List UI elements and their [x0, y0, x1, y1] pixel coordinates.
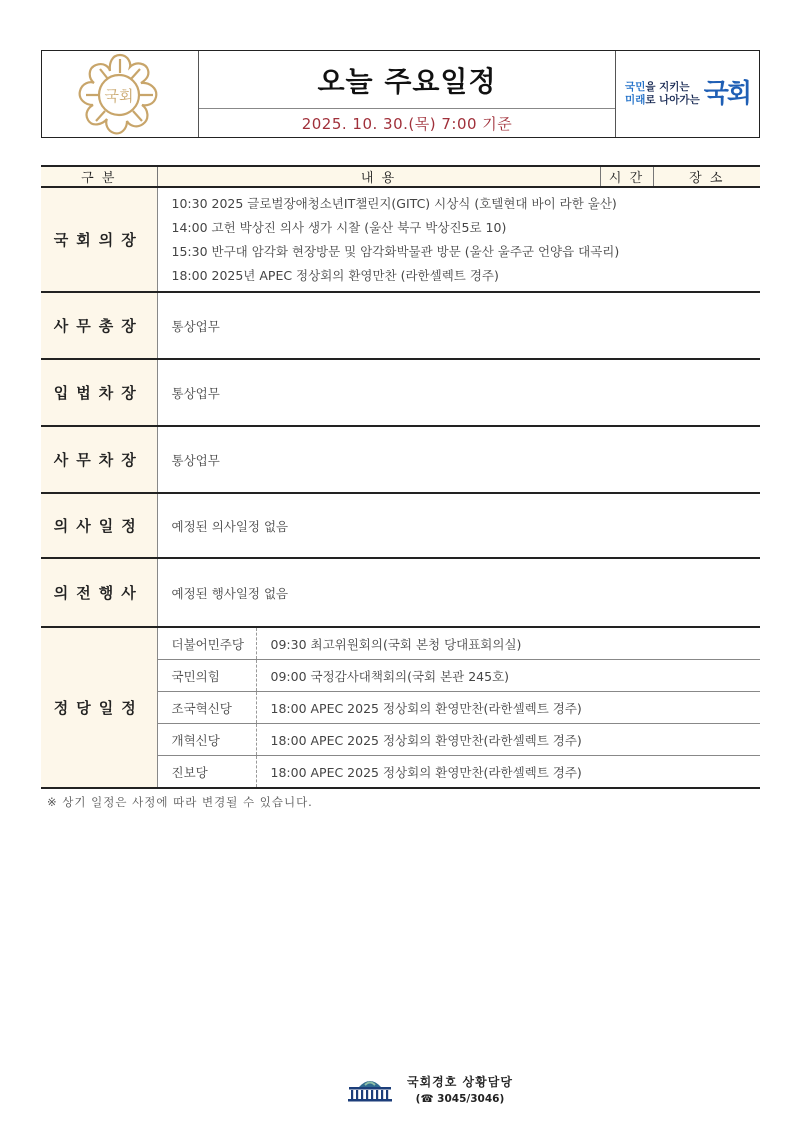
table-row [41, 493, 760, 558]
row-category: 사무차장 [41, 426, 157, 493]
document-header [41, 50, 760, 138]
slogan-text: 국민을 지키는 미래로 나아가는 [625, 81, 700, 106]
column-header-category: 구 분 [41, 166, 157, 187]
row-content: 예정된 의사일정 없음 [157, 493, 760, 558]
party-event: 09:30 최고위원회의(국회 본청 당대표회의실) [256, 627, 760, 660]
svg-text:국회: 국회 [104, 87, 134, 105]
footer [345, 1073, 513, 1105]
row-category: 사무총장 [41, 292, 157, 359]
table-row [41, 558, 760, 627]
assembly-slogan [616, 51, 759, 137]
table-row [41, 426, 760, 493]
party-name: 진보당 [157, 756, 256, 789]
party-row [41, 627, 760, 660]
party-name: 조국혁신당 [157, 692, 256, 724]
footer-department: 국회경호 상황담당 [407, 1075, 513, 1089]
slogan-logo-mark: 국회 [703, 79, 750, 109]
table-header-row [41, 166, 760, 187]
schedule-line: 14:00 고헌 박상진 의사 생가 시찰 (울산 북구 박상진5로 10) [171, 219, 507, 235]
row-category: 정당일정 [41, 627, 157, 788]
table-row [41, 359, 760, 426]
schedule-line: 15:30 반구대 암각화 현장방문 및 암각화박물관 방문 (울산 울주군 언양읍 대곡리) [171, 243, 620, 259]
footer-phone: (☎ 3045/3046) [415, 1093, 505, 1105]
party-name: 개혁신당 [157, 724, 256, 756]
table-row [41, 292, 760, 359]
party-event: 18:00 APEC 2025 정상회의 환영만찬(라한셀렉트 경주) [256, 724, 760, 756]
assembly-building-icon [345, 1075, 395, 1103]
party-name: 더불어민주당 [157, 627, 256, 660]
row-category: 입법차장 [41, 359, 157, 426]
schedule-line: 18:00 2025년 APEC 정상회의 환영만찬 (라한셀렉트 경주) [171, 267, 499, 283]
footnote: ※ 상기 일정은 사정에 따라 변경될 수 있습니다. [47, 795, 313, 809]
row-content: 통상업무 [157, 359, 760, 426]
row-content: 예정된 행사일정 없음 [157, 558, 760, 627]
row-content: 통상업무 [157, 292, 760, 359]
row-category: 국회의장 [41, 187, 157, 292]
table-row [41, 187, 760, 292]
party-event: 09:00 국정감사대책회의(국회 본관 245호) [256, 660, 760, 692]
party-event: 18:00 APEC 2025 정상회의 환영만찬(라한셀렉트 경주) [256, 692, 760, 724]
reference-date: 2025. 10. 30.(목) 7:00 기준 [301, 114, 513, 133]
assembly-emblem-icon [74, 51, 166, 137]
row-content: 통상업무 [157, 426, 760, 493]
column-header-content: 내 용 [157, 166, 600, 187]
schedule-line: 10:30 2025 글로벌장애청소년IT챌린지(GITC) 시상식 (호텔현대 바이 라한 울산) [171, 195, 617, 211]
row-category: 의전행사 [41, 558, 157, 627]
row-category: 의사일정 [41, 493, 157, 558]
row-content [157, 187, 760, 292]
schedule-table [41, 165, 760, 789]
column-header-location: 장 소 [653, 166, 760, 187]
assembly-emblem [42, 51, 199, 137]
column-header-time: 시 간 [600, 166, 653, 187]
page-title: 오늘 주요일정 [199, 51, 615, 109]
party-event: 18:00 APEC 2025 정상회의 환영만찬(라한셀렉트 경주) [256, 756, 760, 789]
party-name: 국민의힘 [157, 660, 256, 692]
